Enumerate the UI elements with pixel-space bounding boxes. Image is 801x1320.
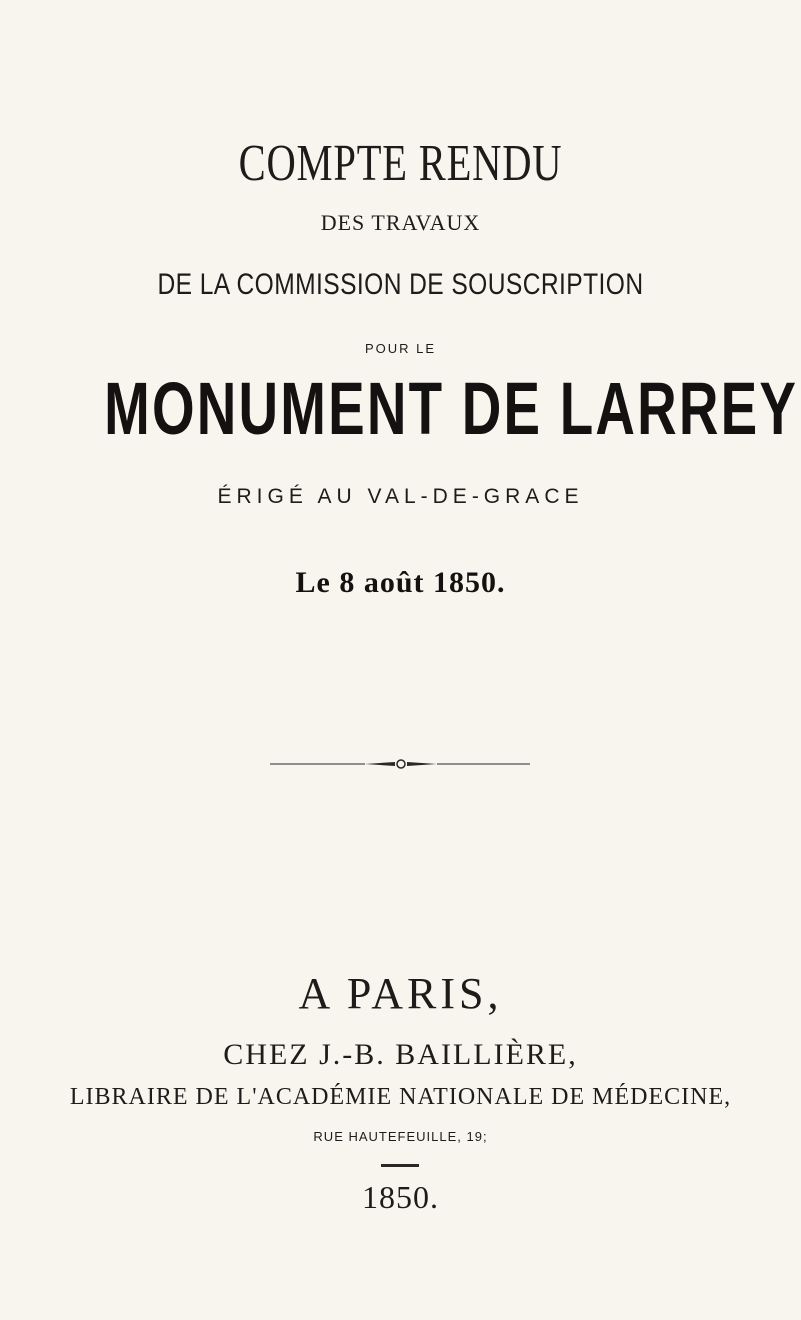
subtitle-des-travaux: DES TRAVAUX xyxy=(320,210,481,235)
imprint-city: A PARIS, xyxy=(298,969,503,1018)
imprint-publisher: CHEZ J.-B. BAILLIÈRE, xyxy=(223,1038,578,1071)
imprint-publisher-title: LIBRAIRE DE L'ACADÉMIE NATIONALE DE MÉDECINE, xyxy=(69,1084,732,1110)
imprint-address: RUE HAUTEFEUILLE, 19; xyxy=(313,1129,488,1144)
short-rule xyxy=(381,1164,419,1167)
pour-le-label: POUR LE xyxy=(364,341,437,356)
date-line: Le 8 août 1850. xyxy=(295,566,506,599)
book-title: COMPTE RENDU xyxy=(238,135,563,192)
subtitle-commission: DE LA COMMISSION DE SOUSCRIPTION xyxy=(157,268,644,301)
imprint-year: 1850. xyxy=(362,1179,439,1215)
monument-heading: MONUMENT DE LARREY xyxy=(104,367,799,450)
ornament-divider-icon xyxy=(270,758,530,770)
erige-line: ÉRIGÉ AU VAL-DE-GRACE xyxy=(217,485,584,508)
